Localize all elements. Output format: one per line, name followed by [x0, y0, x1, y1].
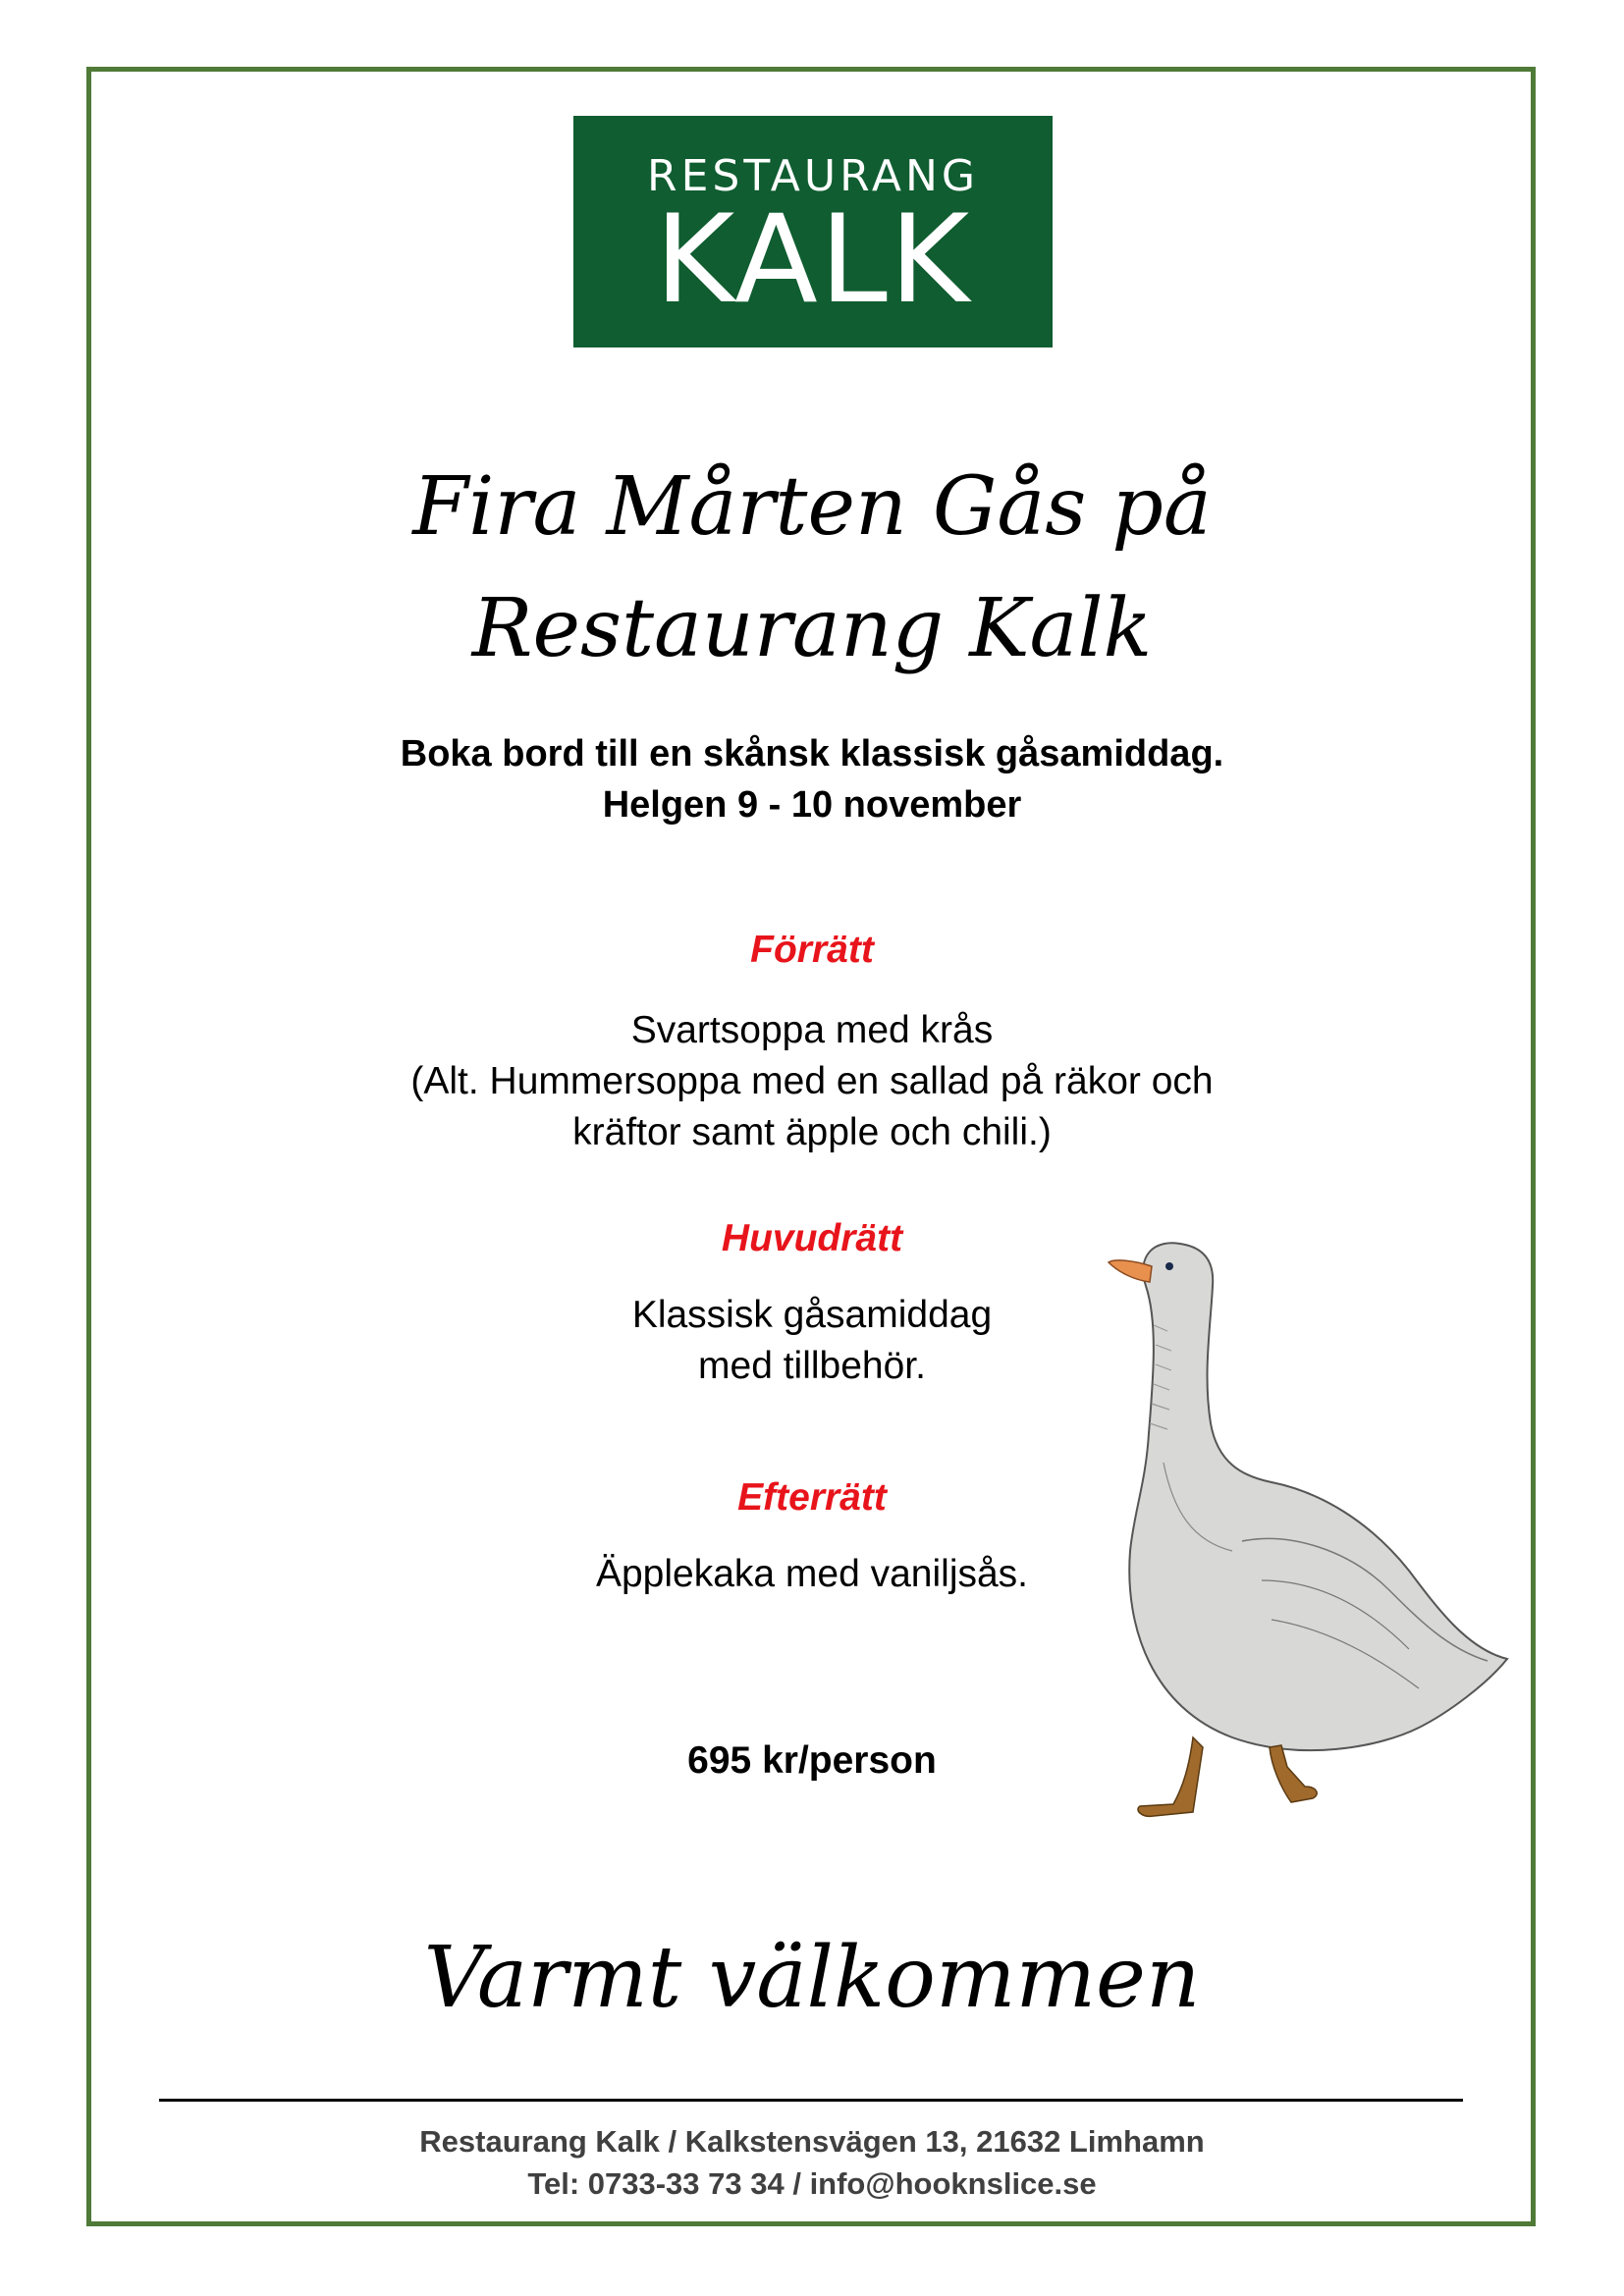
logo-line-kalk: KALK	[654, 189, 972, 331]
footer-address: Restaurang Kalk / Kalkstensvägen 13, 21632 Limhamn	[419, 2124, 1205, 2159]
restaurant-logo	[573, 116, 1053, 347]
price: 695 kr/person	[687, 1739, 937, 1782]
intro-line-1: Boka bord till en skånsk klassisk gåsamiddag.	[400, 733, 1224, 774]
logo-line-restaurang: RESTAURANG	[647, 151, 979, 201]
course-title-dessert: Efterrätt	[737, 1476, 887, 1519]
headline-line-2: Restaurang Kalk	[471, 582, 1153, 675]
goose-icon	[1095, 1217, 1527, 1826]
welcome-text: Varmt välkommen	[423, 1929, 1201, 2027]
course-line: Svartsoppa med krås	[630, 1009, 994, 1051]
footer	[324, 2120, 1300, 2205]
footer-contact: Tel: 0733-33 73 34 / info@hooknslice.se	[527, 2166, 1097, 2201]
course-line: kräftor samt äpple och chili.)	[572, 1111, 1052, 1153]
course-line: Klassisk gåsamiddag	[631, 1294, 993, 1336]
course-title-main: Huvudrätt	[721, 1217, 903, 1259]
course-line: (Alt. Hummersoppa med en sallad på räkor och	[410, 1060, 1214, 1102]
headline	[147, 447, 1477, 690]
course-title-starter: Förrätt	[750, 929, 874, 971]
intro	[324, 728, 1300, 830]
intro-line-2: Helgen 9 - 10 november	[602, 784, 1022, 826]
footer-divider	[159, 2099, 1463, 2102]
course-line: med tillbehör.	[698, 1345, 926, 1387]
course-line: Äpplekaka med vaniljsås.	[595, 1553, 1029, 1595]
headline-line-1: Fira Mårten Gås på	[412, 460, 1212, 554]
course-starter	[324, 925, 1300, 1158]
